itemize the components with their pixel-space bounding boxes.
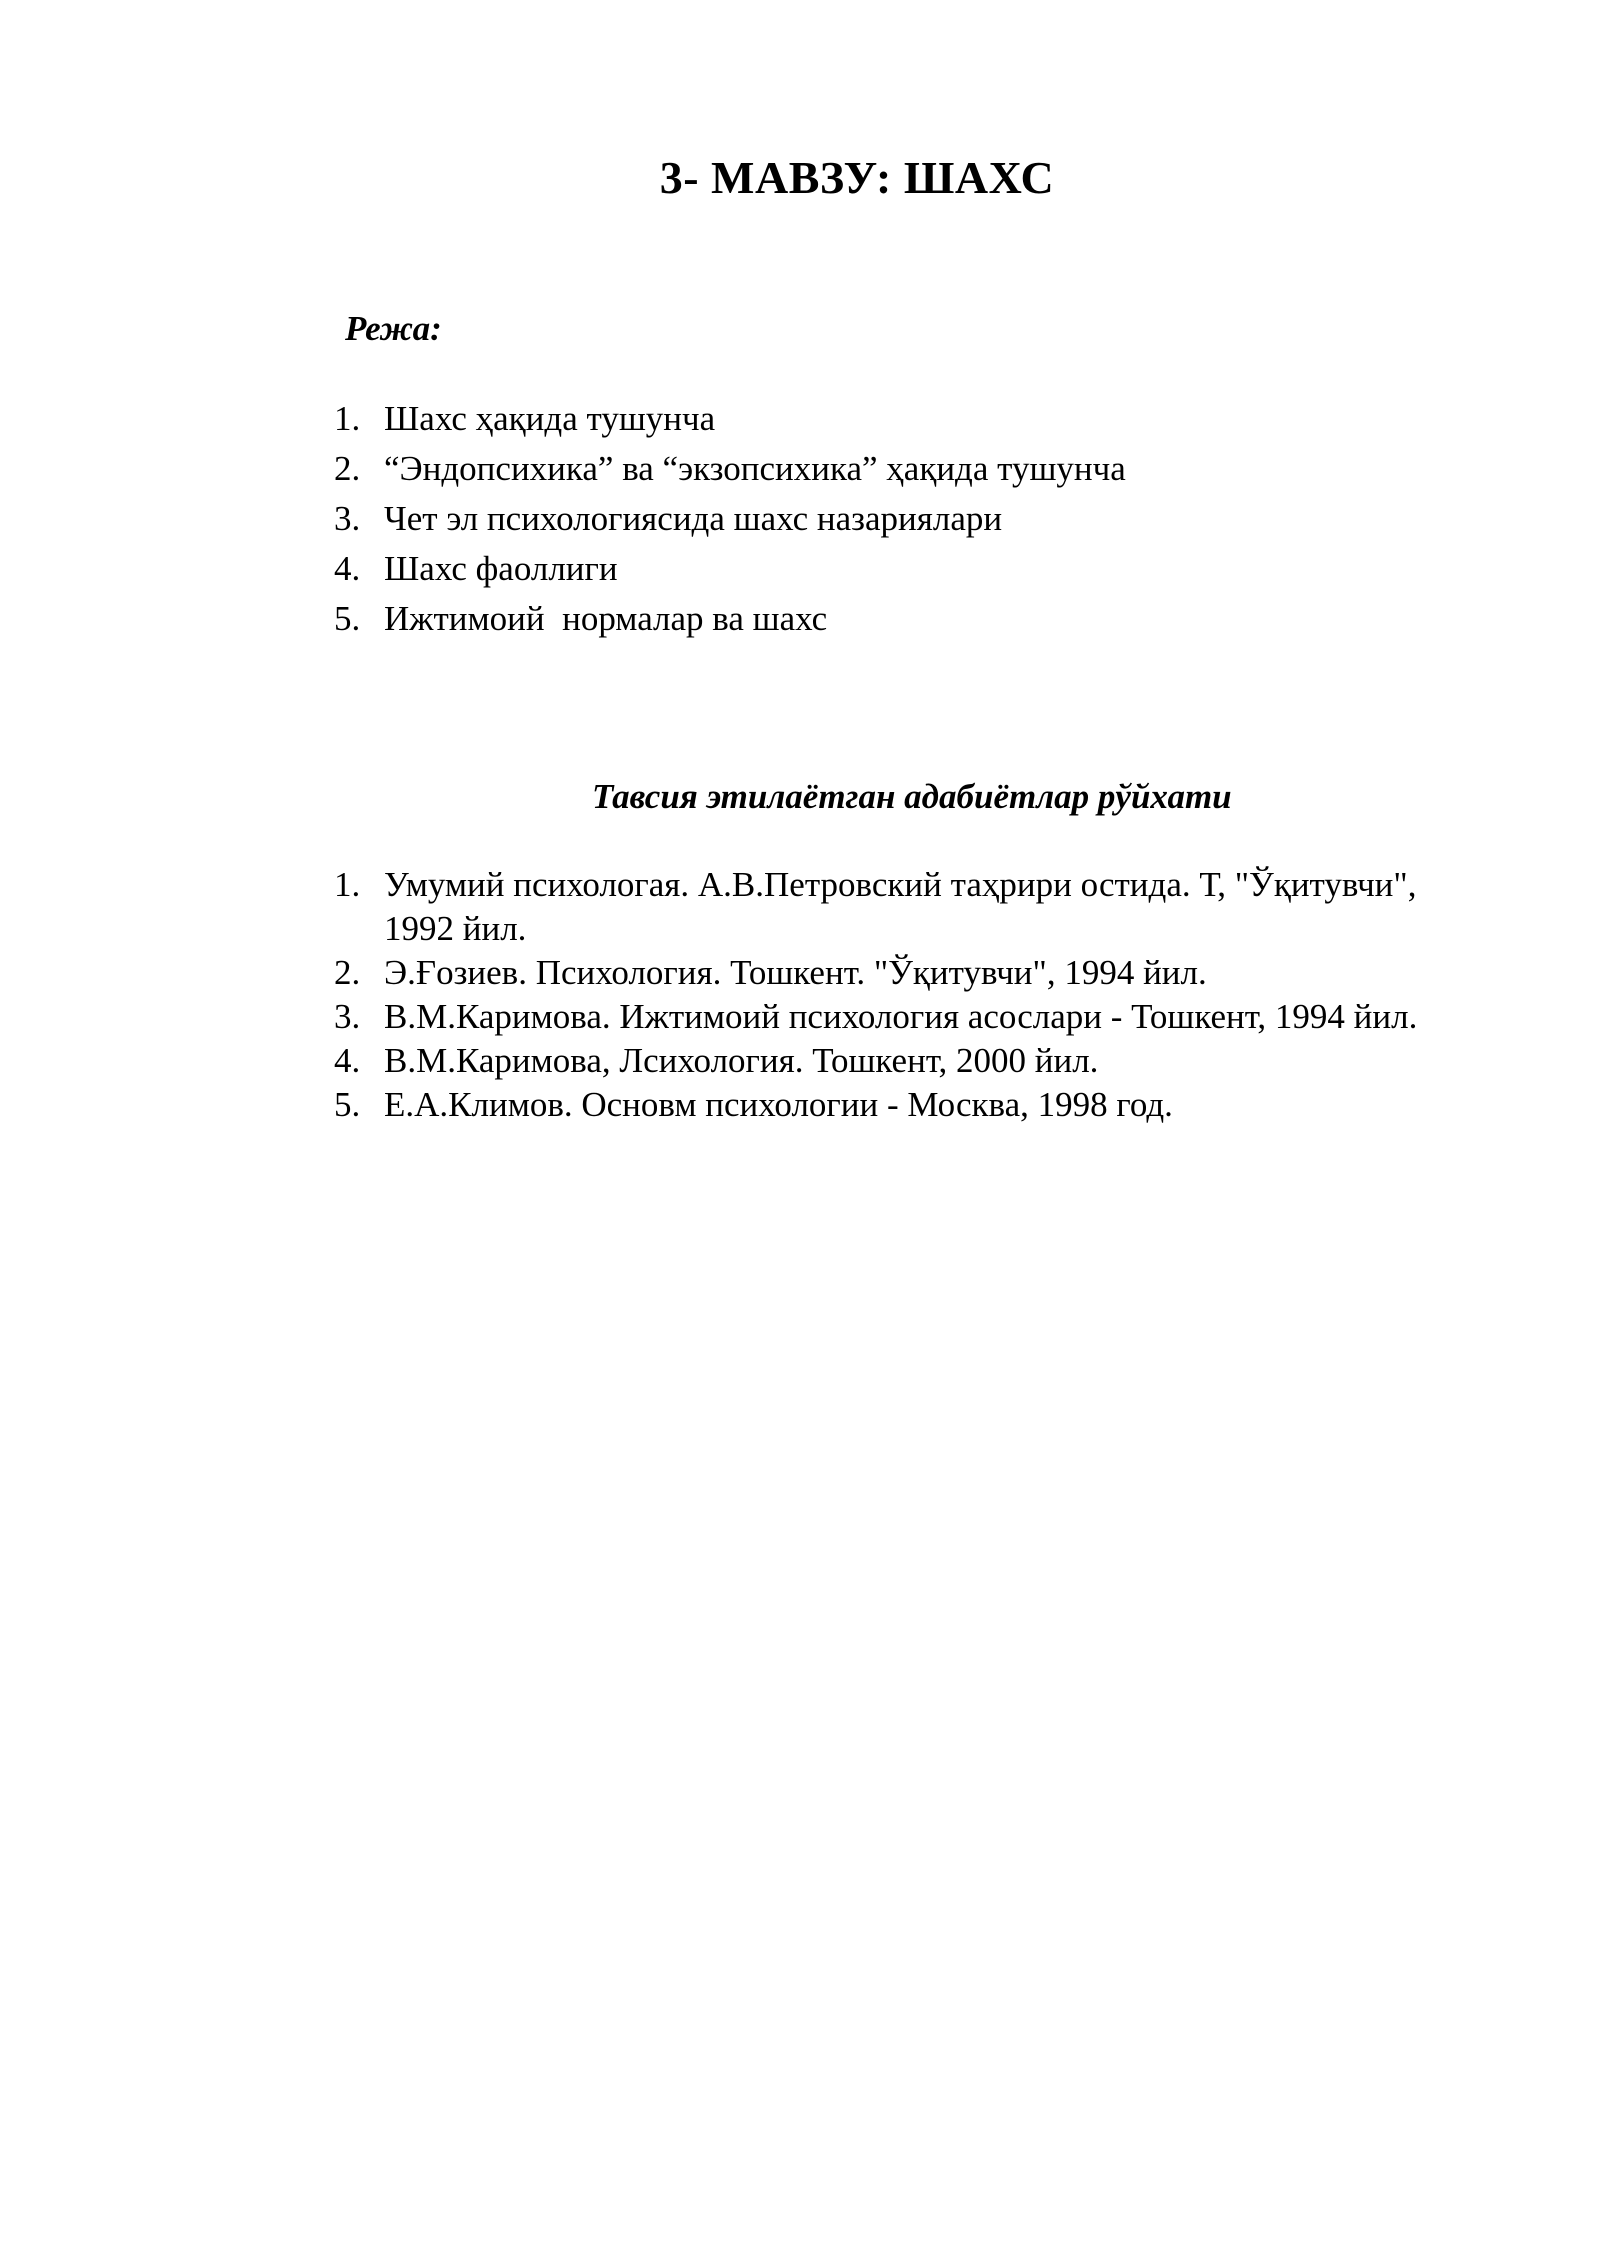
literature-item-text: Умумий психологая. А.В.Петровский таҳрири остида. Т, "Ўқитувчи", 1992 йил. <box>384 865 1417 948</box>
page-title: 3- МАВЗУ: ШАХС <box>659 152 1055 203</box>
plan-item <box>334 547 1484 597</box>
plan-item <box>334 447 1484 497</box>
literature-item-text: В.М.Каримова, Лсихология. Тошкент, 2000 йил. <box>384 1041 1099 1080</box>
plan-item-text: Ижтимоий нормалар ва шахс <box>384 599 828 638</box>
plan-item-number: 4. <box>334 549 361 588</box>
literature-item-text: В.М.Каримова. Ижтимоий психология асослари - Тошкент, 1994 йил. <box>384 997 1418 1036</box>
plan-item-text: “Эндопсихика” ва “экзопсихика” ҳақида тушунча <box>384 449 1126 488</box>
literature-item-text: Е.А.Климов. Основм психологии - Москва, 1998 год. <box>384 1085 1173 1124</box>
literature-item <box>334 1039 1454 1083</box>
literature-item-number: 5. <box>334 1085 361 1124</box>
plan-item-text: Шахс ҳақида тушунча <box>384 399 716 438</box>
plan-item <box>334 597 1484 647</box>
literature-item <box>334 995 1454 1039</box>
literature-item-number: 2. <box>334 953 361 992</box>
plan-item-number: 1. <box>334 399 361 438</box>
literature-item-number: 4. <box>334 1041 361 1080</box>
literature-list <box>334 863 1454 1127</box>
literature-item-text: Э.Ғозиев. Психология. Тошкент. "Ўқитувчи", 1994 йил. <box>384 953 1207 992</box>
literature-item <box>334 863 1454 951</box>
literature-item-number: 1. <box>334 865 361 904</box>
literature-item <box>334 1083 1454 1127</box>
plan-item <box>334 397 1484 447</box>
literature-heading: Тавсия этилаётган адабиётлар рўйхати <box>592 777 1232 816</box>
plan-item-number: 3. <box>334 499 361 538</box>
plan-item <box>334 497 1484 547</box>
plan-item-text: Шахс фаоллиги <box>384 549 618 588</box>
plan-item-number: 5. <box>334 599 361 638</box>
plan-heading: Режа: <box>345 309 442 348</box>
plan-item-number: 2. <box>334 449 361 488</box>
literature-item-number: 3. <box>334 997 361 1036</box>
literature-item <box>334 951 1454 995</box>
plan-item-text: Чет эл психологиясида шахс назариялари <box>384 499 1003 538</box>
plan-list <box>334 397 1484 647</box>
